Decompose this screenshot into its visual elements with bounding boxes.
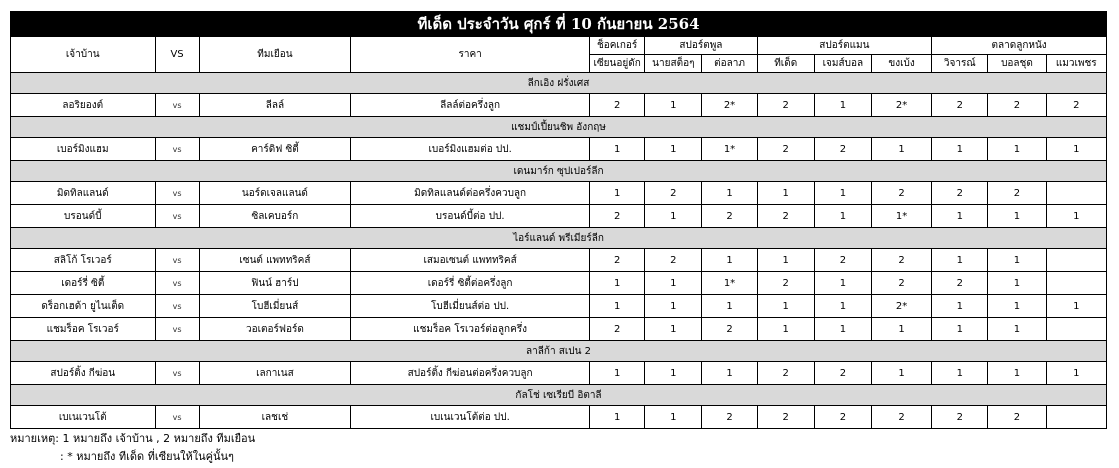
tip-cell: 1 xyxy=(702,362,757,385)
tip-cell: 2 xyxy=(702,406,757,429)
home-team: ลอริยองต์ xyxy=(11,94,156,117)
tip-cell: 1* xyxy=(871,205,931,228)
league-name: ลาลีก้า สเปน 2 xyxy=(11,341,1107,362)
header-group-market: ตลาดลูกหนัง xyxy=(932,37,1107,55)
header-tipster: ทีเด็ด xyxy=(757,55,814,73)
tip-cell: 1 xyxy=(645,94,702,117)
tip-cell: 2 xyxy=(757,138,814,161)
away-team: เซนต์ แพททริคส์ xyxy=(199,249,351,272)
vs-label: vs xyxy=(155,318,199,341)
price-odds: ลีลล์ต่อครึ่งลูก xyxy=(351,94,590,117)
tip-cell xyxy=(1046,318,1106,341)
home-team: สปอร์ติ้ง กีฆ่อน xyxy=(11,362,156,385)
league-name: เดนมาร์ก ซุปเปอร์ลีก xyxy=(11,161,1107,182)
match-row xyxy=(11,205,1107,228)
tip-cell: 1 xyxy=(988,295,1046,318)
tip-cell: 1 xyxy=(988,205,1046,228)
tip-cell: 1 xyxy=(645,272,702,295)
tip-cell: 1 xyxy=(932,295,988,318)
tip-cell: 2 xyxy=(932,406,988,429)
tip-cell: 1 xyxy=(645,138,702,161)
home-team: แชมร็อค โรเวอร์ xyxy=(11,318,156,341)
header-price: ราคา xyxy=(351,37,590,73)
away-team: ลีลล์ xyxy=(199,94,351,117)
header-tipster: ต่อลาภ xyxy=(702,55,757,73)
vs-label: vs xyxy=(155,406,199,429)
tip-cell: 2 xyxy=(590,205,645,228)
tip-cell xyxy=(1046,182,1106,205)
tip-cell: 1 xyxy=(814,318,871,341)
header-tipster: บอลชุด xyxy=(988,55,1046,73)
league-row xyxy=(11,228,1107,249)
price-odds: มิดทิลแลนด์ต่อครึ่งควบลูก xyxy=(351,182,590,205)
tip-cell: 1 xyxy=(590,295,645,318)
tip-cell xyxy=(1046,272,1106,295)
tip-cell: 2 xyxy=(757,94,814,117)
tip-cell: 2 xyxy=(932,182,988,205)
tip-cell: 1 xyxy=(757,249,814,272)
header-group-shocker: ช็อคเกอร์ xyxy=(590,37,645,55)
tip-cell: 1 xyxy=(645,406,702,429)
league-row xyxy=(11,341,1107,362)
tip-cell: 1* xyxy=(702,272,757,295)
tip-cell: 1 xyxy=(988,249,1046,272)
tip-cell: 2 xyxy=(1046,94,1106,117)
tip-cell: 2* xyxy=(871,94,931,117)
tip-cell: 2 xyxy=(757,406,814,429)
tip-cell: 1 xyxy=(702,182,757,205)
tip-cell: 2 xyxy=(932,94,988,117)
tip-cell: 2 xyxy=(645,182,702,205)
tip-cell: 2 xyxy=(814,406,871,429)
tip-cell: 2 xyxy=(988,182,1046,205)
tip-cell: 2 xyxy=(814,362,871,385)
tips-body xyxy=(11,73,1107,429)
league-row xyxy=(11,161,1107,182)
tip-cell: 1 xyxy=(645,318,702,341)
tip-cell: 2 xyxy=(988,94,1046,117)
tip-cell xyxy=(1046,249,1106,272)
tip-cell: 2* xyxy=(702,94,757,117)
tip-cell: 1 xyxy=(988,318,1046,341)
tip-cell: 2 xyxy=(871,249,931,272)
tip-cell: 1 xyxy=(645,205,702,228)
away-team: ฟินน์ ฮาร์ป xyxy=(199,272,351,295)
price-odds: แชมร็อค โรเวอร์ต่อลูกครึ่ง xyxy=(351,318,590,341)
tip-cell: 1 xyxy=(645,295,702,318)
tip-cell: 2 xyxy=(645,249,702,272)
header-home: เจ้าบ้าน xyxy=(11,37,156,73)
tip-cell: 1 xyxy=(932,138,988,161)
tip-cell: 1 xyxy=(932,205,988,228)
tip-cell: 1 xyxy=(590,138,645,161)
tip-cell: 1 xyxy=(814,94,871,117)
page-title: ทีเด็ด ประจำวัน ศุกร์ ที่ 10 กันยายน 2564 xyxy=(11,12,1107,37)
match-row xyxy=(11,295,1107,318)
tip-cell: 2 xyxy=(702,318,757,341)
tip-cell: 1 xyxy=(814,295,871,318)
tip-cell: 2 xyxy=(814,138,871,161)
header-vs: VS xyxy=(155,37,199,73)
tip-cell: 2 xyxy=(871,272,931,295)
vs-label: vs xyxy=(155,94,199,117)
tip-cell: 1 xyxy=(1046,295,1106,318)
away-team: คาร์ดิฟ ซิตี้ xyxy=(199,138,351,161)
tip-cell: 1 xyxy=(988,138,1046,161)
match-row xyxy=(11,138,1107,161)
tip-cell: 1 xyxy=(1046,205,1106,228)
tip-cell: 2 xyxy=(757,205,814,228)
tip-cell: 1 xyxy=(871,318,931,341)
header-tipster: เซียนอยู่ดัก xyxy=(590,55,645,73)
header-tipster: วิจารณ์ xyxy=(932,55,988,73)
home-team: สลิโก้ โรเวอร์ xyxy=(11,249,156,272)
match-row xyxy=(11,318,1107,341)
vs-label: vs xyxy=(155,205,199,228)
tip-cell: 2 xyxy=(871,406,931,429)
tip-cell: 1 xyxy=(871,138,931,161)
tip-cell xyxy=(1046,406,1106,429)
tip-cell: 1 xyxy=(988,362,1046,385)
tip-cell: 2 xyxy=(871,182,931,205)
tip-cell: 2 xyxy=(590,318,645,341)
away-team: วอเตอร์ฟอร์ด xyxy=(199,318,351,341)
match-row xyxy=(11,272,1107,295)
price-odds: เดอร์รี่ ซิตี้ต่อครึ่งลูก xyxy=(351,272,590,295)
tip-cell: 1 xyxy=(1046,362,1106,385)
tip-cell: 1 xyxy=(590,182,645,205)
tip-cell: 1 xyxy=(932,318,988,341)
match-row xyxy=(11,94,1107,117)
match-row xyxy=(11,182,1107,205)
away-team: ซิลเคบอร์ก xyxy=(199,205,351,228)
vs-label: vs xyxy=(155,138,199,161)
vs-label: vs xyxy=(155,272,199,295)
price-odds: บรอนด์บี้ต่อ ปป. xyxy=(351,205,590,228)
match-row xyxy=(11,362,1107,385)
tip-cell: 2 xyxy=(590,249,645,272)
tip-cell: 1 xyxy=(988,272,1046,295)
league-name: แชมป์เปี้ยนชิพ อังกฤษ xyxy=(11,117,1107,138)
away-team: เลชเช่ xyxy=(199,406,351,429)
home-team: บรอนด์บี้ xyxy=(11,205,156,228)
league-row xyxy=(11,73,1107,94)
tip-cell: 1 xyxy=(814,272,871,295)
away-team: โบฮีเมี่ยนส์ xyxy=(199,295,351,318)
away-team: เลกาเนส xyxy=(199,362,351,385)
header-group-sportpool: สปอร์ตพูล xyxy=(645,37,757,55)
tip-cell: 1* xyxy=(702,138,757,161)
tip-cell: 1 xyxy=(757,182,814,205)
header-tipster: ขงเบ้ง xyxy=(871,55,931,73)
league-name: ลีกเอิง ฝรั่งเศส xyxy=(11,73,1107,94)
tip-cell: 2 xyxy=(702,205,757,228)
vs-label: vs xyxy=(155,295,199,318)
tip-cell: 1 xyxy=(645,362,702,385)
price-odds: เสมอเซนต์ แพททริคส์ xyxy=(351,249,590,272)
tip-cell: 2 xyxy=(590,94,645,117)
tip-cell: 1 xyxy=(702,249,757,272)
tip-cell: 1 xyxy=(590,362,645,385)
match-row xyxy=(11,249,1107,272)
price-odds: เบอร์มิงแฮมต่อ ปป. xyxy=(351,138,590,161)
away-team: นอร์ดเจลแลนด์ xyxy=(199,182,351,205)
home-team: มิดทิลแลนด์ xyxy=(11,182,156,205)
tip-cell: 2 xyxy=(757,272,814,295)
tips-table xyxy=(10,11,1107,429)
header-tipster: แมวเพชร xyxy=(1046,55,1106,73)
header-away: ทีมเยือน xyxy=(199,37,351,73)
tip-cell: 2* xyxy=(871,295,931,318)
tip-cell: 1 xyxy=(871,362,931,385)
tip-cell: 1 xyxy=(757,295,814,318)
header-tipster: นายสต็อๆ xyxy=(645,55,702,73)
league-row xyxy=(11,385,1107,406)
league-name: ไอร์แลนด์ พรีเมียร์ลีก xyxy=(11,228,1107,249)
tip-cell: 1 xyxy=(932,362,988,385)
price-odds: เบเนเวนโต้ต่อ ปป. xyxy=(351,406,590,429)
match-row xyxy=(11,406,1107,429)
tip-cell: 2 xyxy=(932,272,988,295)
league-row xyxy=(11,117,1107,138)
home-team: เบอร์มิงแฮม xyxy=(11,138,156,161)
tip-cell: 2 xyxy=(757,362,814,385)
tip-cell: 2 xyxy=(988,406,1046,429)
tip-cell: 1 xyxy=(1046,138,1106,161)
tip-cell: 1 xyxy=(702,295,757,318)
tip-cell: 1 xyxy=(590,272,645,295)
price-odds: โบฮีเมี่ยนส์ต่อ ปป. xyxy=(351,295,590,318)
home-team: เบเนเวนโต้ xyxy=(11,406,156,429)
league-name: กัลโช่ เซเรียบี อิตาลี xyxy=(11,385,1107,406)
tip-cell: 1 xyxy=(814,182,871,205)
tip-cell: 1 xyxy=(757,318,814,341)
tip-cell: 2 xyxy=(814,249,871,272)
note-line-2: : * หมายถึง ทีเด็ด ที่เซียนให้ในคู่นั้นๆ xyxy=(60,450,234,463)
vs-label: vs xyxy=(155,249,199,272)
header-group-sportman: สปอร์ตแมน xyxy=(757,37,932,55)
vs-label: vs xyxy=(155,362,199,385)
tip-cell: 1 xyxy=(814,205,871,228)
home-team: เดอร์รี่ ซิตี้ xyxy=(11,272,156,295)
header-tipster: เจมส์บอล xyxy=(814,55,871,73)
tip-cell: 1 xyxy=(932,249,988,272)
price-odds: สปอร์ติ้ง กีฆ่อนต่อครึ่งควบลูก xyxy=(351,362,590,385)
vs-label: vs xyxy=(155,182,199,205)
home-team: ดร็อกเฮด้า ยูไนเต็ด xyxy=(11,295,156,318)
tip-cell: 1 xyxy=(590,406,645,429)
note-line-1: หมายเหตุ: 1 หมายถึง เจ้าบ้าน , 2 หมายถึง ทีมเยือน xyxy=(10,432,256,445)
